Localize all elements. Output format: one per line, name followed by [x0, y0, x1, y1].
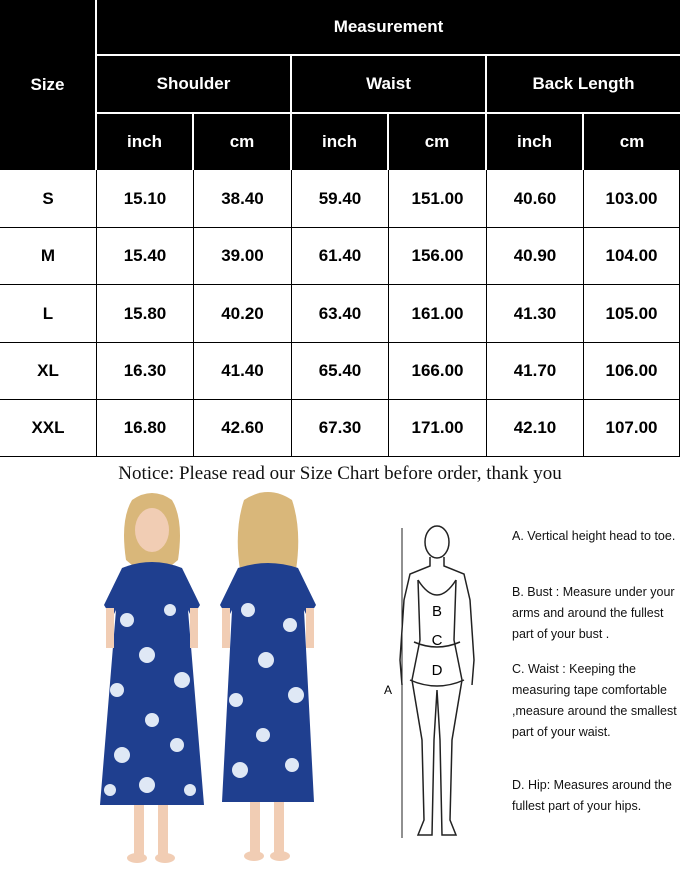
height-label: A: [384, 683, 393, 697]
legend-hip: D. Hip: Measures around the fullest part of your hips.: [512, 778, 672, 813]
value-cell: 151.00: [389, 170, 487, 228]
front-view-photo: [92, 490, 212, 878]
value-cell: 105.00: [584, 285, 680, 343]
value-cell: 104.00: [584, 228, 680, 285]
value-cell: 107.00: [584, 400, 680, 457]
size-cell: M: [0, 228, 97, 285]
value-cell: 106.00: [584, 343, 680, 400]
value-cell: 15.40: [97, 228, 194, 285]
size-cell: S: [0, 170, 97, 228]
value-cell: 38.40: [194, 170, 292, 228]
value-cell: 41.40: [194, 343, 292, 400]
unit-header: cm: [389, 114, 485, 170]
value-cell: 156.00: [389, 228, 487, 285]
value-cell: 40.60: [487, 170, 584, 228]
unit-header: inch: [97, 114, 192, 170]
value-cell: 67.30: [292, 400, 389, 457]
unit-header: inch: [487, 114, 582, 170]
value-cell: 40.20: [194, 285, 292, 343]
unit-header: inch: [292, 114, 387, 170]
body-diagram: [380, 520, 495, 845]
value-cell: 41.70: [487, 343, 584, 400]
value-cell: 41.30: [487, 285, 584, 343]
value-cell: 42.60: [194, 400, 292, 457]
size-cell: L: [0, 285, 97, 343]
value-cell: 15.10: [97, 170, 194, 228]
unit-header: cm: [194, 114, 290, 170]
back-length-header: Back Length: [487, 56, 680, 112]
value-cell: 40.90: [487, 228, 584, 285]
value-cell: 16.30: [97, 343, 194, 400]
unit-header: cm: [584, 114, 680, 170]
waist-header: Waist: [292, 56, 485, 112]
notice-text: Notice: Please read our Size Chart before order, thank you: [118, 463, 562, 484]
value-cell: 61.40: [292, 228, 389, 285]
size-cell: XXL: [0, 400, 97, 457]
value-cell: 166.00: [389, 343, 487, 400]
value-cell: 161.00: [389, 285, 487, 343]
value-cell: 16.80: [97, 400, 194, 457]
value-cell: 39.00: [194, 228, 292, 285]
waist-label: C: [431, 632, 443, 649]
value-cell: 65.40: [292, 343, 389, 400]
size-cell: XL: [0, 343, 97, 400]
value-cell: 171.00: [389, 400, 487, 457]
legend-height: A. Vertical height head to toe.: [512, 529, 676, 543]
back-view-photo: [208, 490, 328, 878]
legend-waist: C. Waist : Keeping the measuring tape comfortable ,measure around the smallest part of your waist.: [512, 662, 677, 739]
hip-label: D: [431, 662, 443, 679]
value-cell: 15.80: [97, 285, 194, 343]
bust-label: B: [431, 603, 443, 620]
legend-bust: B. Bust : Measure under your arms and around the fullest part of your bust .: [512, 585, 675, 641]
shoulder-header: Shoulder: [97, 56, 290, 112]
value-cell: 42.10: [487, 400, 584, 457]
value-cell: 59.40: [292, 170, 389, 228]
value-cell: 103.00: [584, 170, 680, 228]
size-header: Size: [0, 0, 95, 170]
value-cell: 63.40: [292, 285, 389, 343]
measurement-header: Measurement: [97, 0, 680, 54]
